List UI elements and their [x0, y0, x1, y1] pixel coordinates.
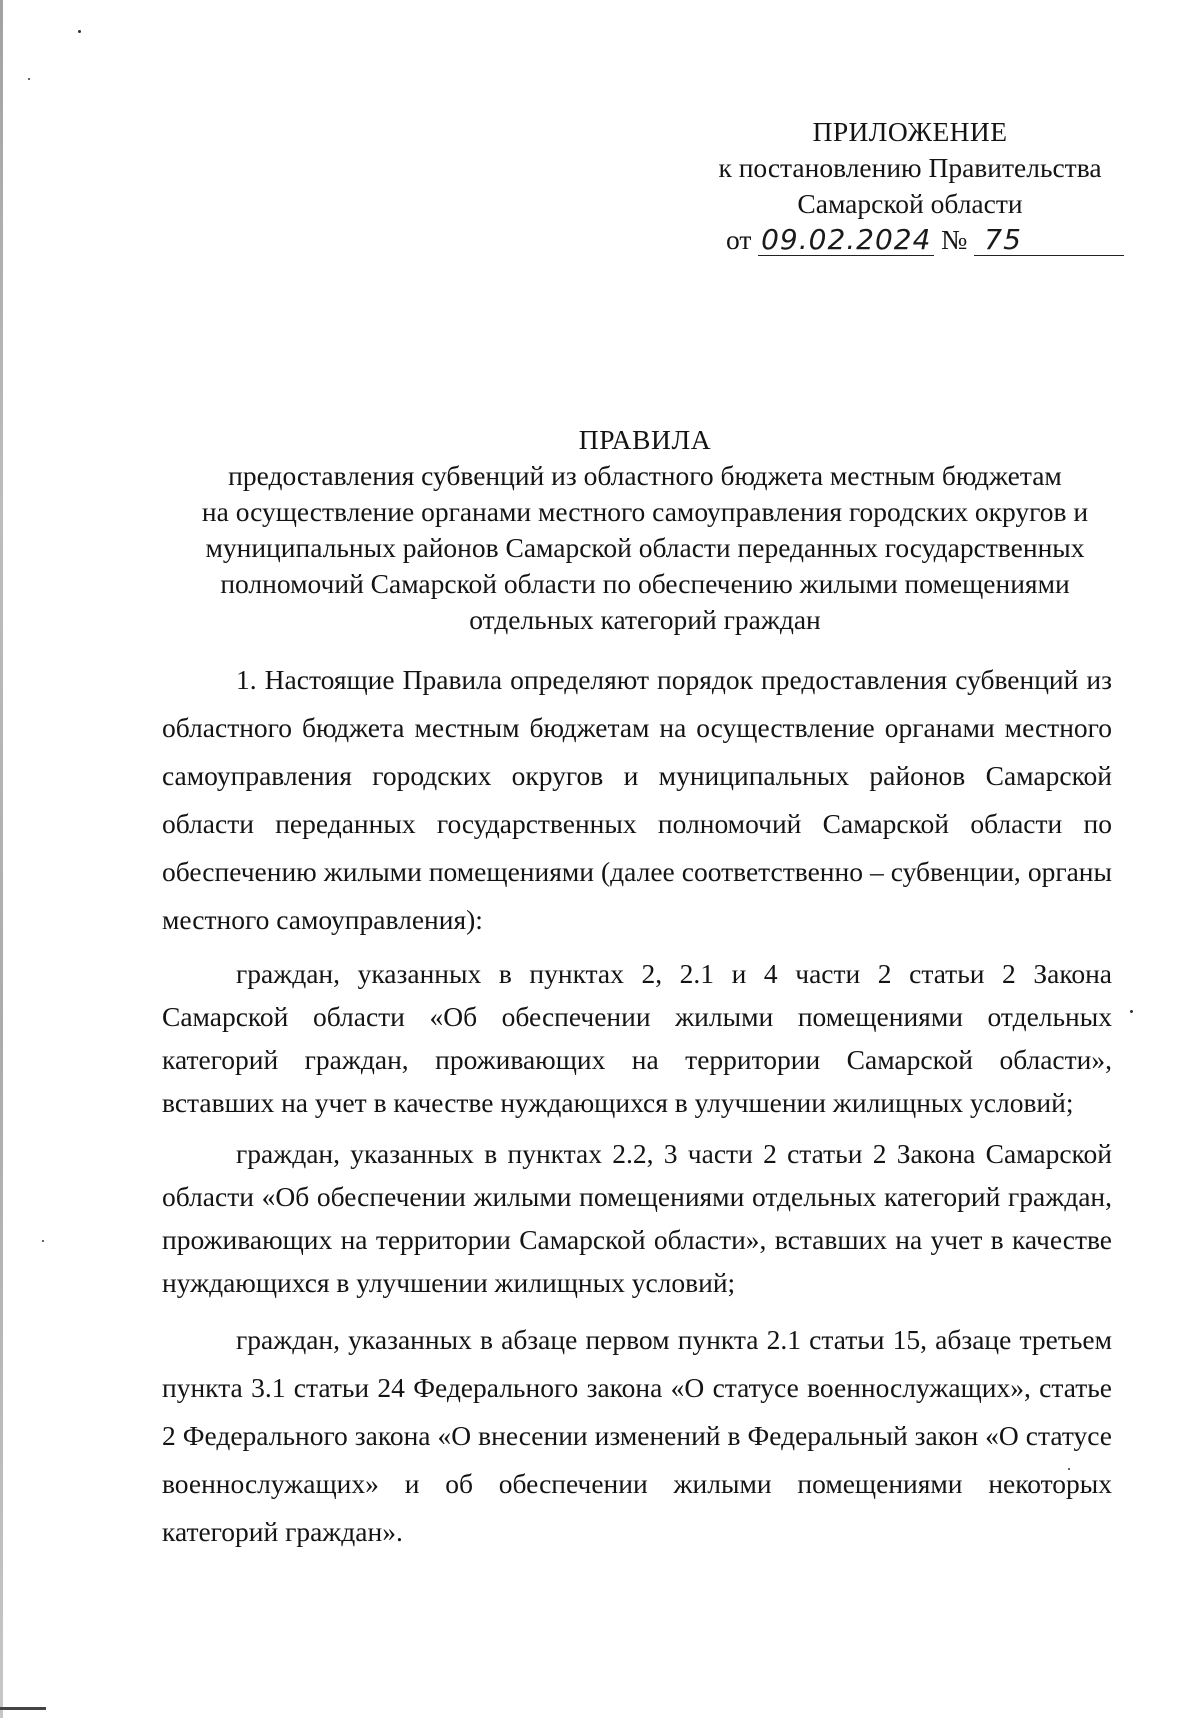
appendix-line-region: Самарской области — [797, 188, 1023, 219]
appendix-title: ПРИЛОЖЕНИЕ — [812, 116, 1008, 147]
rules-title: ПРАВИЛА — [578, 424, 712, 455]
number-sign: № — [941, 224, 968, 255]
rules-subtitle-line: муниципальных районов Самарской области переданных государственных — [205, 532, 1085, 563]
document-body — [162, 656, 1112, 1556]
paragraph-4: граждан, указанных в абзаце первом пункта 2.1 статьи 15, абзаце третьем пункта 3.1 статьи 24 Федерального закона «О статусе военнослужащих», статье 2 Федерального закона «О внесении изменений в Федеральный закон «О статусе военнослужащих» и об обеспечении жилыми помещениями некоторых категорий граждан». — [162, 1324, 1112, 1547]
rules-heading — [130, 422, 1160, 638]
paragraph-2: граждан, указанных в пунктах 2, 2.1 и 4 части 2 статьи 2 Закона Самарской области «Об обеспечении жилыми помещениями отдельных категорий граждан, проживающих на территории Самарской области», вставших на учет в качестве нуждающихся в улучшении жилищных условий; — [162, 958, 1112, 1118]
date-prefix: от — [726, 224, 752, 255]
paragraph-1: 1. Настоящие Правила определяют порядок предоставления субвенций из областного бюджета местным бюджетам на осуществление органами местного самоуправления городских округов и муниципальных районов Самарской области переданных государственных полномочий Самарской области по обеспечению жилыми помещениями (далее соответственно – субвенции, органы местного самоуправления): — [162, 664, 1112, 935]
rules-subtitle-line: отдельных категорий граждан — [469, 604, 821, 635]
number-field — [974, 225, 1124, 256]
paragraph-3: граждан, указанных в пунктах 2.2, 3 части 2 статьи 2 Закона Самарской области «Об обеспечении жилыми помещениями отдельных категорий граждан, проживающих на территории Самарской области», вставших на учет в качестве нуждающихся в улучшении жилищных условий; — [162, 1138, 1112, 1298]
appendix-line-resolution: к постановлению Правительства — [718, 152, 1102, 183]
scan-speck — [28, 78, 30, 80]
date-field — [758, 225, 934, 256]
rules-subtitle-line: на осуществление органами местного самоуправления городских округов и — [201, 496, 1089, 527]
scan-speck — [42, 1240, 44, 1242]
handwritten-date: 09.02.2024 — [761, 223, 932, 256]
scan-edge-shadow — [0, 0, 3, 1718]
rules-subtitle-line: полномочий Самарской области по обеспечению жилыми помещениями — [220, 568, 1070, 599]
scan-speck — [1130, 1010, 1133, 1013]
handwritten-number: 75 — [984, 223, 1022, 256]
rules-subtitle-line: предоставления субвенций из областного бюджета местным бюджетам — [228, 460, 1062, 491]
appendix-date-line — [700, 222, 1120, 258]
appendix-header — [700, 114, 1120, 258]
scan-edge-mark — [0, 1707, 46, 1710]
scan-speck — [78, 30, 81, 33]
